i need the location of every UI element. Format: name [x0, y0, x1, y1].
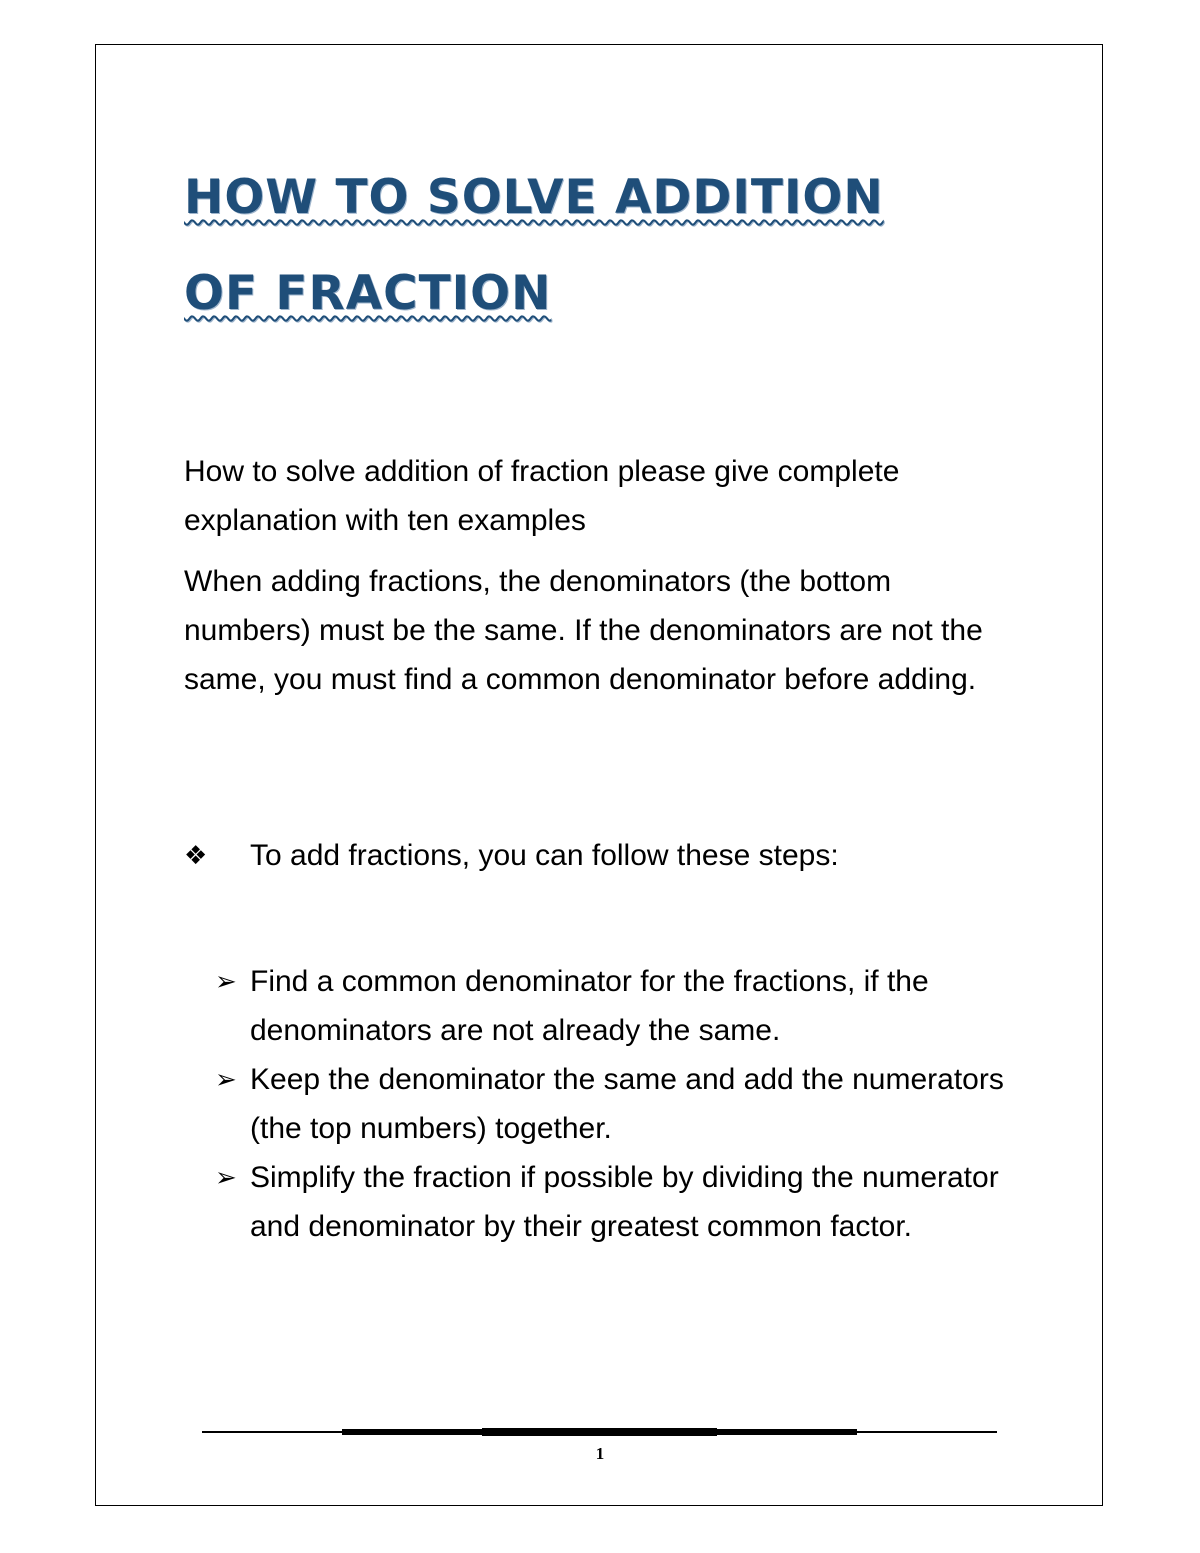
title-line-1: HOW TO SOLVE ADDITION	[184, 170, 884, 225]
document-title	[184, 150, 1004, 342]
title-line-2: OF FRACTION	[184, 266, 552, 321]
step-text: Find a common denominator for the fractions, if the denominators are not already the same.	[250, 965, 929, 1047]
list-item	[215, 957, 1015, 1055]
step-text: Simplify the fraction if possible by dividing the numerator and denominator by their greatest common factor.	[250, 1161, 999, 1243]
question-paragraph: How to solve addition of fraction please give complete explanation with ten examples	[184, 455, 900, 537]
footer-rule	[202, 1428, 997, 1436]
diamond-icon: ❖	[184, 840, 208, 870]
arrow-icon: ➢	[215, 966, 237, 996]
page-number: 1	[595, 1444, 605, 1463]
list-item	[215, 1055, 1015, 1153]
steps-intro-text: To add fractions, you can follow these steps:	[250, 839, 839, 872]
arrow-icon: ➢	[215, 1064, 237, 1094]
explanation-paragraph: When adding fractions, the denominators (the bottom numbers) must be the same. If the denominators are not the same, you must find a common denominator before adding.	[184, 565, 983, 696]
list-item	[215, 1153, 1015, 1251]
steps-intro-bullet	[184, 831, 1014, 880]
arrow-icon: ➢	[215, 1162, 237, 1192]
step-text: Keep the denominator the same and add the numerators (the top numbers) together.	[250, 1063, 1004, 1145]
steps-list	[215, 957, 1015, 1251]
